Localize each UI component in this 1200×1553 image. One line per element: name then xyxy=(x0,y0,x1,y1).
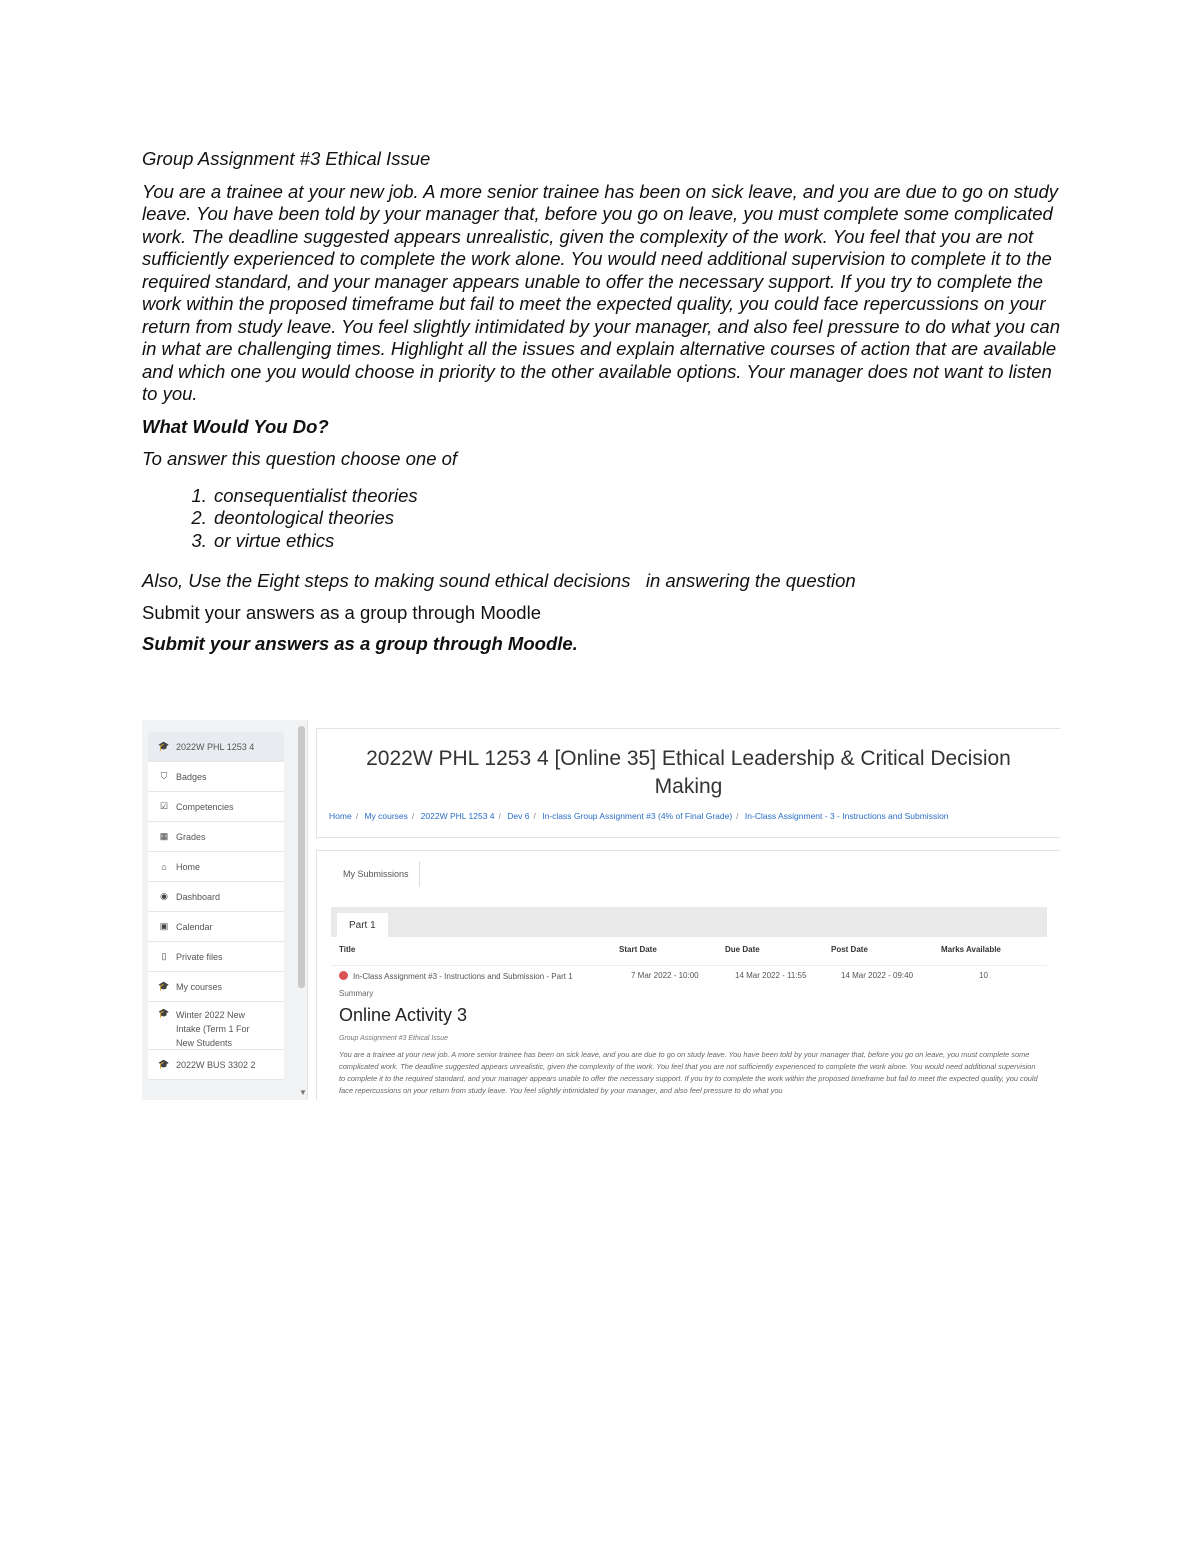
summary-label: Summary xyxy=(339,989,374,998)
site-nav-group xyxy=(148,852,284,1080)
nav-item-private-files[interactable] xyxy=(148,942,284,972)
also-instruction: Also, Use the Eight steps to making sound ethical decisions in answering the question xyxy=(142,570,856,591)
dashboard-icon: ◉ xyxy=(160,891,168,901)
submit-instruction-bold: Submit your answers as a group through Moodle. xyxy=(142,633,578,654)
graduation-cap-icon: 🎓 xyxy=(158,1008,170,1018)
document-body xyxy=(142,148,1062,656)
nav-item-label: Dashboard xyxy=(176,891,221,902)
option-item: 1. consequentialist theories xyxy=(212,485,1062,508)
activity-title: Online Activity 3 xyxy=(339,1005,468,1025)
course-title: 2022W PHL 1253 4 [Online 35] Ethical Leadership & Critical Decision Making xyxy=(366,747,1011,798)
nav-item-label: Grades xyxy=(176,831,206,842)
nav-item-label: Calendar xyxy=(176,921,213,932)
course-header xyxy=(316,728,1060,838)
home-icon: ⌂ xyxy=(161,861,167,872)
nav-item-label: 2022W BUS 3302 2 xyxy=(176,1059,256,1070)
shield-icon: ⛉ xyxy=(160,771,168,781)
calendar-icon: ▣ xyxy=(159,921,169,931)
assignment-title: Group Assignment #3 Ethical Issue xyxy=(142,148,431,169)
file-icon: ▯ xyxy=(161,951,167,961)
submit-instruction: Submit your answers as a group through Moodle xyxy=(142,601,541,623)
scroll-down-icon[interactable]: ▼ xyxy=(299,1088,307,1097)
part-tab-bar xyxy=(331,907,1047,937)
embedded-moodle-screenshot xyxy=(142,720,1060,1100)
nav-item-label: 2022W PHL 1253 4 xyxy=(176,741,255,752)
theory-options-list xyxy=(142,485,1062,553)
activity-subtitle: Group Assignment #3 Ethical Issue xyxy=(339,1035,449,1042)
nav-item-label: Competencies xyxy=(176,801,234,812)
nav-item-label: My courses xyxy=(176,981,223,992)
nav-item-winter-intake[interactable] xyxy=(148,1002,284,1050)
breadcrumb-link[interactable]: In-Class Assignment - 3 - Instructions and Submission xyxy=(744,811,949,821)
activity-description: You are a trainee at your new job. A more senior trainee has been on sick leave, and you are due to go on study leave. You have been told by your manager that, before you go on leave, you must complete some complicated work. The deadline suggested appears unrealistic, given the complexity of the work. You feel that you are not sufficiently experienced to complete the work alone. You would need additional supervision to complete it to the required standard, and your manager appears unable to offer the necessary support. If you try to complete the work within the proposed timeframe but fail to meet the expected quality, you could face repercussions on your return from study leave. You feel slightly intimidated by your manager, and also feel pressure to do what you xyxy=(339,1050,1038,1095)
nav-item-bus-course[interactable] xyxy=(148,1050,284,1080)
table-cell-title[interactable]: In-Class Assignment #3 - Instructions and Submission - Part 1 xyxy=(339,971,573,981)
nav-item-grades[interactable] xyxy=(148,822,284,852)
nav-item-label: Home xyxy=(176,861,201,872)
nav-item-dashboard[interactable] xyxy=(148,882,284,912)
graduation-cap-icon: 🎓 xyxy=(158,741,170,751)
graduation-cap-icon: 🎓 xyxy=(158,981,170,991)
tab-part-1[interactable]: Part 1 xyxy=(337,913,388,937)
question-heading: What Would You Do? xyxy=(142,415,329,437)
breadcrumb-link[interactable]: Home xyxy=(329,811,352,821)
table-cell-due: 14 Mar 2022 - 11:55 xyxy=(735,971,807,980)
table-cell-post: 14 Mar 2022 - 09:40 xyxy=(841,971,914,980)
column-header: Due Date xyxy=(725,945,760,954)
option-item: 3. or virtue ethics xyxy=(212,530,1062,553)
scenario-paragraph: You are a trainee at your new job. A more senior trainee has been on sick leave, and you are due to go on study leave. You have been told by your manager that, before you go on leave, you must complete some complicated work. The deadline suggested appears unrealistic, given the complexity of the work. You feel that you are not sufficiently experienced to complete the work alone. You would need additional supervision to complete it to the required standard, and your manager appears unable to offer the necessary support. If you try to complete the work within the proposed timeframe but fail to meet the expected quality, you could face repercussions on your return from study leave. You feel slightly intimidated by your manager, and also feel pressure to do what you can in what are challenging times. Highlight all the issues and explain alternative courses of action that are available and which one you would choose in priority to the other available options. Your manager does not want to listen to you. xyxy=(142,180,1060,404)
breadcrumb-link[interactable]: Dev 6 xyxy=(507,811,530,821)
nav-item-course[interactable] xyxy=(148,732,284,762)
nav-item-badges[interactable] xyxy=(148,762,284,792)
moodle-sidebar xyxy=(142,720,308,1100)
nav-item-my-courses[interactable] xyxy=(148,972,284,1002)
checklist-icon: ☑ xyxy=(159,801,169,811)
nav-item-label: Badges xyxy=(176,771,207,782)
assignment-content xyxy=(316,850,1060,1100)
table-cell-marks: 10 xyxy=(979,971,988,980)
column-header: Start Date xyxy=(619,945,657,954)
nav-item-home[interactable] xyxy=(148,852,284,882)
table-cell-start: 7 Mar 2022 - 10:00 xyxy=(631,971,699,980)
grid-icon: ▦ xyxy=(159,831,169,841)
nav-item-label: Winter 2022 New Intake (Term 1 For New Students xyxy=(176,1010,250,1048)
breadcrumb-link[interactable]: In-class Group Assignment #3 (4% of Final Grade) xyxy=(542,811,733,821)
sidebar-scrollbar[interactable] xyxy=(298,726,305,988)
graduation-cap-icon: 🎓 xyxy=(158,1059,170,1069)
column-header: Title xyxy=(339,945,356,954)
option-item: 2. deontological theories xyxy=(212,507,1062,530)
error-icon xyxy=(339,971,348,980)
column-header: Post Date xyxy=(831,945,868,954)
breadcrumb-link[interactable]: 2022W PHL 1253 4 xyxy=(420,811,495,821)
nav-item-label: Private files xyxy=(176,951,223,962)
breadcrumb: Home / My courses / 2022W PHL 1253 4 / Dev 6 / In-class Group Assignment #3 (4% of Final Grade) / In-Class Assignment - 3 - Instructions and Submission xyxy=(329,811,949,821)
table-row[interactable] xyxy=(331,965,1047,986)
column-header: Marks Available xyxy=(941,945,1001,954)
course-nav-group xyxy=(148,732,284,852)
nav-item-competencies[interactable] xyxy=(148,792,284,822)
moodle-main-pane xyxy=(316,728,1060,1095)
tab-my-submissions[interactable]: My Submissions xyxy=(333,861,420,887)
breadcrumb-link[interactable]: My courses xyxy=(364,811,408,821)
nav-item-calendar[interactable] xyxy=(148,912,284,942)
instruction-text: To answer this question choose one of xyxy=(142,448,458,469)
